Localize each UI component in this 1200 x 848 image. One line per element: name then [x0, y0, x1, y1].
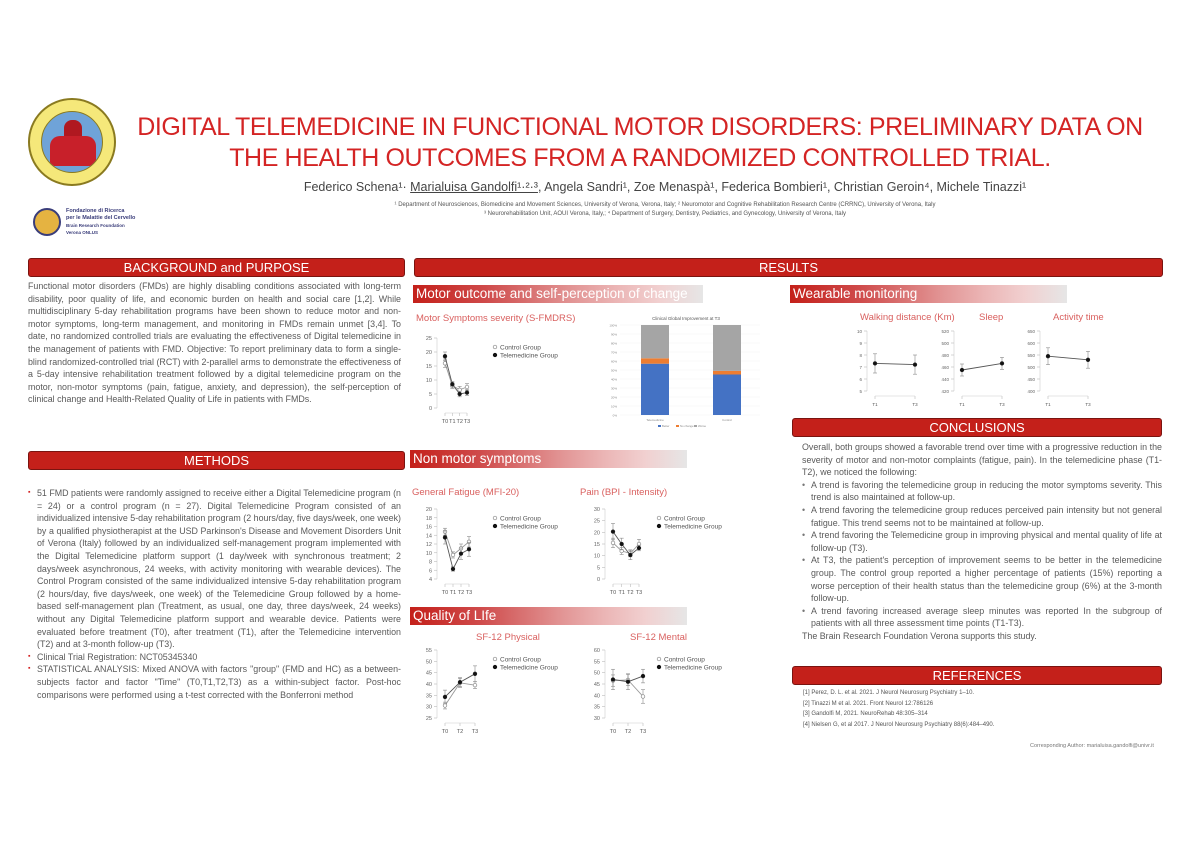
x-tick-label: T3 [471, 729, 479, 735]
series-line [875, 363, 915, 364]
data-point [467, 547, 471, 551]
chart-title: Motor Symptoms severity (S-FMDRS) [416, 313, 576, 324]
data-point [443, 704, 447, 708]
data-point [451, 553, 455, 557]
background-heading: BACKGROUND and PURPOSE [28, 258, 405, 277]
data-point [451, 567, 455, 571]
foundation-line: per le Malattie del Cervello [66, 215, 136, 221]
university-of-verona-logo [28, 98, 116, 186]
x-tick-label: T3 [639, 729, 647, 735]
x-tick-label: T1 [959, 402, 965, 407]
legend-marker-control [493, 345, 497, 349]
foundation-line: Verona ONLUS [66, 230, 99, 235]
authors [200, 180, 1130, 194]
affiliation-line: ³ Neurorehabilitation Unit, AOUI Verona, Italy,; ⁴ Department of Surgery, Dentistry, Pediatrics, and Gynecology, University of Verona, Italy [484, 211, 846, 217]
y-tick-label: 20 [425, 350, 432, 356]
y-tick-label: 60 [593, 648, 600, 654]
sfmdrs-chart [415, 328, 600, 428]
data-point [443, 536, 447, 540]
data-point [629, 553, 633, 557]
sf12-mental-chart [583, 644, 773, 739]
sleep-chart [932, 325, 1017, 410]
data-point [443, 354, 447, 358]
data-point [641, 674, 645, 678]
pain-chart [583, 503, 773, 598]
conclusions-bullet: • A trend favoring increased average sleep minutes was reported In the subgroup of patients with all three assessment time points (T1-T3). [802, 605, 1162, 630]
methods-bullet: ▪ Clinical Trial Registration: NCT05345340 [28, 651, 401, 664]
background-text: Functional motor disorders (FMDs) are highly disabling conditions associated with long-term disability, poor quality of life, and economic burden on health and social care [1,2]. While multidisciplinary 5-day rehabilitation programs have been shown to reduce motor and non-motor symptoms, long-term management, and monitoring in FMDs remain unmet [3,4]. To date, no randomized controlled trials are evaluating the effectiveness of Digital telemedicine in the management of patients with FMD. Objective: To report preliminary data to form a single-blind randomized-controlled trial (RCT) with 2-parallel arms to demonstrate the effectiveness of a 5-day intensive rehabilitation treatment followed by a digital telemedicine program on the motor, non-motor symptoms (pain, fatigue, anxiety, and depression), the self-perception of clinical change and Health-Related Quality of Life in patients with FMDs. [28, 281, 401, 405]
data-point [1046, 354, 1050, 358]
legend-marker-telemedicine [657, 524, 661, 528]
data-point [611, 530, 615, 534]
methods-bullet: ▪ 51 FMD patients were randomly assigned to receive either a Digital Telemedicine program (n = 24) or a control program (n = 27). Digital Telemedicine Program consisted of an individualized intensive 5-day rehabilitation program (2 hours/day, five days/week, one week) by a qualified physiotherapist at the USD Parkinson's Disease and Movement Disorders Unit of Verona (Italy) followed by an individualized self-management program implemented with the Digital Telemedicine platform support (1 day/week with synchronous treatment; 2 days/week asynchronous, 24 weeks, with activity monitoring with wearable devices). The Control Program consisted of the same individualized intensive 5-day rehabilitation program (2 hours/day, five days/week, one week) of the Telemedicine Group followed by a home-based self-management plan (Treatment, as usual, one day, three days/week, 24 weeks) without any Digital Telemedicine platform support and wearable device. Patients were evaluated before treatment (T0), after treatment (T1), after the Telemedicine intervention (T2) and at 3-month follow-up (T3). [28, 487, 401, 651]
legend-label-control: Control Group [500, 515, 541, 523]
poster-title [115, 112, 1165, 174]
y-tick-label: 480 [941, 353, 949, 358]
legend-marker-telemedicine [493, 665, 497, 669]
y-tick-label: 40 [593, 693, 600, 700]
chart-title: SF-12 Physical [476, 632, 540, 643]
legend-label-telemedicine: Telemedicine Group [664, 523, 722, 531]
bar-segment [713, 375, 741, 416]
legend-marker-control [657, 657, 661, 661]
y-tick-label: 70% [610, 350, 617, 355]
y-tick-label: 45 [425, 670, 432, 677]
y-tick-label: 7 [859, 365, 862, 370]
x-tick-label: T3 [463, 419, 471, 425]
corresponding-author-email: Corresponding Author: marialuisa.gandolfi@univr.it [1030, 743, 1154, 749]
reference-item: [4] Nielsen G, et al 2017. J Neurol Neurosurg Psychiatry 88(6):484–490. [803, 722, 995, 728]
y-tick-label: 10 [593, 553, 600, 560]
x-tick-label: T3 [912, 402, 918, 407]
data-point [473, 672, 477, 676]
bar-segment [713, 371, 741, 375]
foundation-name [66, 208, 135, 236]
y-tick-label: 440 [941, 377, 949, 382]
y-tick-label: 25 [425, 336, 432, 342]
bar-segment [641, 358, 669, 363]
y-tick-label: 5 [428, 392, 432, 398]
y-tick-label: 10 [425, 550, 432, 557]
conclusions-intro: Overall, both groups showed a favorable trend over time with a progressive reduction in the severity of motor and non-motor complaints (fatigue, pain). In the telemedicine phase (T1-T2), we noticed the following: [802, 442, 1162, 478]
y-tick-label: 450 [1027, 377, 1035, 382]
x-tick-label: T3 [635, 590, 643, 596]
results-heading: RESULTS [414, 258, 1163, 277]
y-tick-label: 5 [596, 565, 600, 572]
y-tick-label: 55 [425, 648, 432, 654]
x-tick-label: T0 [609, 590, 617, 596]
data-point [611, 541, 615, 545]
chart-title: General Fatigue (MFI-20) [412, 487, 520, 498]
y-tick-label: 25 [593, 518, 600, 525]
y-tick-label: 6 [859, 377, 862, 382]
x-tick-label: T2 [457, 590, 465, 596]
y-tick-label: 30 [425, 704, 432, 711]
foundation-line: Brain Research Foundation [66, 223, 125, 228]
chart-title: Activity time [1053, 312, 1104, 323]
legend-label: Worse [698, 424, 707, 428]
authors-text: Federico Schena¹· [303, 180, 411, 194]
data-point [913, 363, 917, 367]
y-tick-label: 55 [593, 659, 600, 666]
data-point [459, 552, 463, 556]
nonmotor-section-bar: Non motor symptoms [410, 450, 687, 468]
y-tick-label: 15 [593, 542, 600, 548]
legend-swatch [694, 425, 697, 427]
data-point [458, 392, 462, 396]
series-line [613, 532, 639, 555]
y-tick-label: 500 [941, 341, 949, 346]
data-point [465, 385, 469, 389]
y-tick-label: 35 [593, 704, 600, 711]
y-tick-label: 40 [425, 682, 432, 688]
foundation-line: Fondazione di Ricerca [66, 208, 125, 214]
legend-marker-control [493, 516, 497, 520]
y-tick-label: 0 [596, 577, 600, 583]
y-tick-label: 0% [612, 413, 617, 418]
x-tick-label: T2 [456, 419, 463, 425]
bar-segment [713, 325, 741, 371]
data-point [611, 678, 615, 682]
brain-research-foundation-logo [33, 208, 61, 236]
methods-bullet: ▪ STATISTICAL ANALYSIS: Mixed ANOVA with factors "group" (FMD and HC) as a between-subjects factor and factor "Time" (T0,T1,T2,T3) as a within-subject factor. Post-hoc comparisons were performed using a t-test corrected with the Bonferroni method [28, 663, 401, 701]
y-tick-label: 650 [1027, 329, 1035, 334]
y-tick-label: 550 [1027, 353, 1035, 358]
x-tick-label: T3 [999, 402, 1005, 407]
legend-label-telemedicine: Telemedicine Group [500, 523, 558, 531]
y-tick-label: 8 [859, 353, 862, 358]
chart-title: Sleep [979, 312, 1004, 323]
data-point [960, 368, 964, 372]
data-point [641, 695, 645, 699]
x-tick-label: T0 [441, 729, 449, 735]
legend-label-telemedicine: Telemedicine Group [664, 664, 722, 672]
title-line: THE HEALTH OUTCOMES FROM A RANDOMIZED CONTROLLED TRIAL. [229, 144, 1051, 172]
y-tick-label: 50 [593, 670, 600, 677]
x-tick-label: T2 [627, 590, 634, 596]
y-tick-label: 5 [859, 389, 862, 394]
y-tick-label: 25 [425, 716, 432, 722]
y-tick-label: 90% [610, 332, 617, 337]
activity-chart [1018, 325, 1103, 410]
legend-label-control: Control Group [664, 515, 705, 523]
data-point [1000, 362, 1004, 366]
cgi-chart [596, 310, 776, 430]
y-tick-label: 10% [610, 404, 617, 409]
chart-title: Pain (BPI - Intensity) [580, 487, 668, 498]
y-tick-label: 460 [941, 365, 949, 370]
x-tick-label: T1 [449, 590, 457, 596]
y-tick-label: 10 [425, 378, 432, 384]
x-tick-label: T3 [1085, 402, 1091, 407]
data-point [458, 680, 462, 684]
data-point [620, 542, 624, 546]
data-point [1086, 358, 1090, 362]
y-tick-label: 50 [425, 659, 432, 666]
legend-marker-control [493, 657, 497, 661]
legend-marker-telemedicine [493, 524, 497, 528]
y-tick-label: 20% [610, 395, 617, 400]
y-tick-label: 15 [425, 364, 432, 370]
fatigue-chart [415, 503, 585, 598]
y-tick-label: 0 [428, 406, 432, 412]
y-tick-label: 30% [610, 386, 617, 391]
x-tick-label: T3 [465, 590, 473, 596]
sf12-physical-chart [415, 644, 585, 739]
methods-heading: METHODS [28, 451, 405, 470]
walking-chart [845, 325, 930, 410]
bar-segment [641, 364, 669, 415]
x-tick-label: Control [722, 418, 732, 422]
data-point [473, 683, 477, 687]
y-tick-label: 100% [609, 323, 617, 328]
affiliation-line: ¹ Department of Neurosciences, Biomedicine and Movement Sciences, University of Verona, Verona, Italy; ² Neuromotor and Cognitive Rehabilitation Research Centre (CRRNC), University of Verona, Italy [394, 202, 936, 208]
y-tick-label: 4 [428, 577, 432, 583]
series-line [1048, 356, 1088, 360]
conclusions-bullet: • At T3, the patient's perception of improvement seems to be better in the telemedicine group. The control group reported a higher percentage of patients (15%) reporting a worse perception of their health status than the telemedicine group (6%) at the 3-month follow-up. [802, 554, 1162, 604]
y-tick-label: 9 [859, 341, 862, 346]
corresponding-author: Marialuisa Gandolfi¹·²·³ [410, 180, 538, 194]
y-tick-label: 45 [593, 682, 600, 688]
y-tick-label: 8 [428, 559, 432, 566]
chart-title: Clinical Global Improvement at T3 [652, 316, 720, 321]
legend-label-control: Control Group [500, 344, 541, 352]
data-point [465, 391, 469, 395]
y-tick-label: 30 [593, 716, 600, 722]
reference-item: [1] Perez, D. L. et al. 2021. J Neurol Neurosurg Psychiatry 1–10. [803, 690, 975, 696]
y-tick-label: 14 [425, 533, 432, 540]
title-line: DIGITAL TELEMEDICINE IN FUNCTIONAL MOTOR DISORDERS: PRELIMINARY DATA ON [137, 113, 1143, 141]
y-tick-label: 18 [425, 515, 432, 522]
x-tick-label: T2 [456, 729, 464, 735]
reference-item: [2] Tinazzi M et al. 2021. Front Neurol 12:786126 [803, 701, 934, 707]
legend-swatch [658, 425, 661, 427]
y-tick-label: 16 [425, 524, 432, 531]
x-tick-label: T0 [441, 419, 449, 425]
conclusions-bullet: • A trend favoring the telemedicine group reduces perceived pain intensity but not general fatigue. This trend seems not to be maintained at follow-up. [802, 504, 1162, 529]
y-tick-label: 600 [1027, 341, 1035, 346]
y-tick-label: 40% [610, 377, 617, 382]
chart-title: Walking distance (Km) [860, 312, 955, 323]
legend-label-telemedicine: Telemedicine Group [500, 664, 558, 672]
y-tick-label: 30 [593, 507, 600, 513]
y-tick-label: 520 [941, 329, 949, 334]
x-tick-label: T1 [618, 590, 625, 596]
reference-item: [3] Gandolfi M, 2021. NeuroRehab 48:305–314 [803, 711, 928, 717]
data-point [626, 680, 630, 684]
y-tick-label: 20 [425, 507, 432, 513]
data-point [637, 546, 641, 550]
y-tick-label: 35 [425, 693, 432, 700]
data-point [443, 695, 447, 699]
conclusions-heading: CONCLUSIONS [792, 418, 1162, 437]
x-tick-label: Telemedicine [646, 418, 664, 422]
y-tick-label: 50% [610, 368, 617, 373]
y-tick-label: 60% [610, 359, 617, 364]
conclusions-bullet: • A trend is favoring the telemedicine group in reducing the motor symptoms severity. This trend is also maintained at follow-up. [802, 479, 1162, 504]
data-point [451, 382, 455, 386]
legend-label-control: Control Group [500, 656, 541, 664]
chart-title: SF-12 Mental [630, 632, 688, 643]
methods-text [28, 487, 401, 701]
y-tick-label: 400 [1027, 389, 1035, 394]
legend-marker-control [657, 516, 661, 520]
support-statement: The Brain Research Foundation Verona supports this study. [802, 630, 1037, 641]
bar-segment [641, 325, 669, 358]
references-heading: REFERENCES [792, 666, 1162, 685]
y-tick-label: 80% [610, 341, 617, 346]
motor-section-bar: Motor outcome and self-perception of change [413, 285, 703, 303]
y-tick-label: 10 [856, 329, 862, 334]
legend-label-telemedicine: Telemedicine Group [500, 352, 558, 360]
legend-label: No change [680, 424, 694, 428]
y-tick-label: 12 [425, 542, 432, 548]
data-point [873, 362, 877, 366]
y-tick-label: 500 [1027, 365, 1035, 370]
series-line [962, 363, 1002, 370]
affiliations [200, 201, 1130, 219]
authors-text: , Angela Sandri¹, Zoe Menaspà¹, Federica Bombieri¹, Christian Geroin⁴, Michele Tinazzi¹ [537, 180, 1027, 194]
legend-label-control: Control Group [664, 656, 705, 664]
legend-label: Better [662, 424, 670, 428]
x-tick-label: T2 [624, 729, 632, 735]
wearable-section-bar: Wearable monitoring [790, 285, 1067, 303]
x-tick-label: T0 [609, 729, 617, 735]
x-tick-label: T1 [1045, 402, 1051, 407]
legend-marker-telemedicine [657, 665, 661, 669]
x-tick-label: T1 [872, 402, 878, 407]
conclusions-text [802, 441, 1162, 643]
legend-marker-telemedicine [493, 353, 497, 357]
series-line [613, 543, 639, 554]
y-tick-label: 20 [593, 530, 600, 537]
conclusions-bullet: • A trend favoring the Telemedicine group in improving physical and mental quality of life at follow-up (T3). [802, 529, 1162, 554]
y-tick-label: 420 [941, 389, 949, 394]
qol-section-bar: Quality of LIfe [410, 607, 687, 625]
x-tick-label: T1 [449, 419, 456, 425]
x-tick-label: T0 [441, 590, 449, 596]
y-tick-label: 6 [428, 568, 432, 575]
legend-swatch [676, 425, 679, 427]
